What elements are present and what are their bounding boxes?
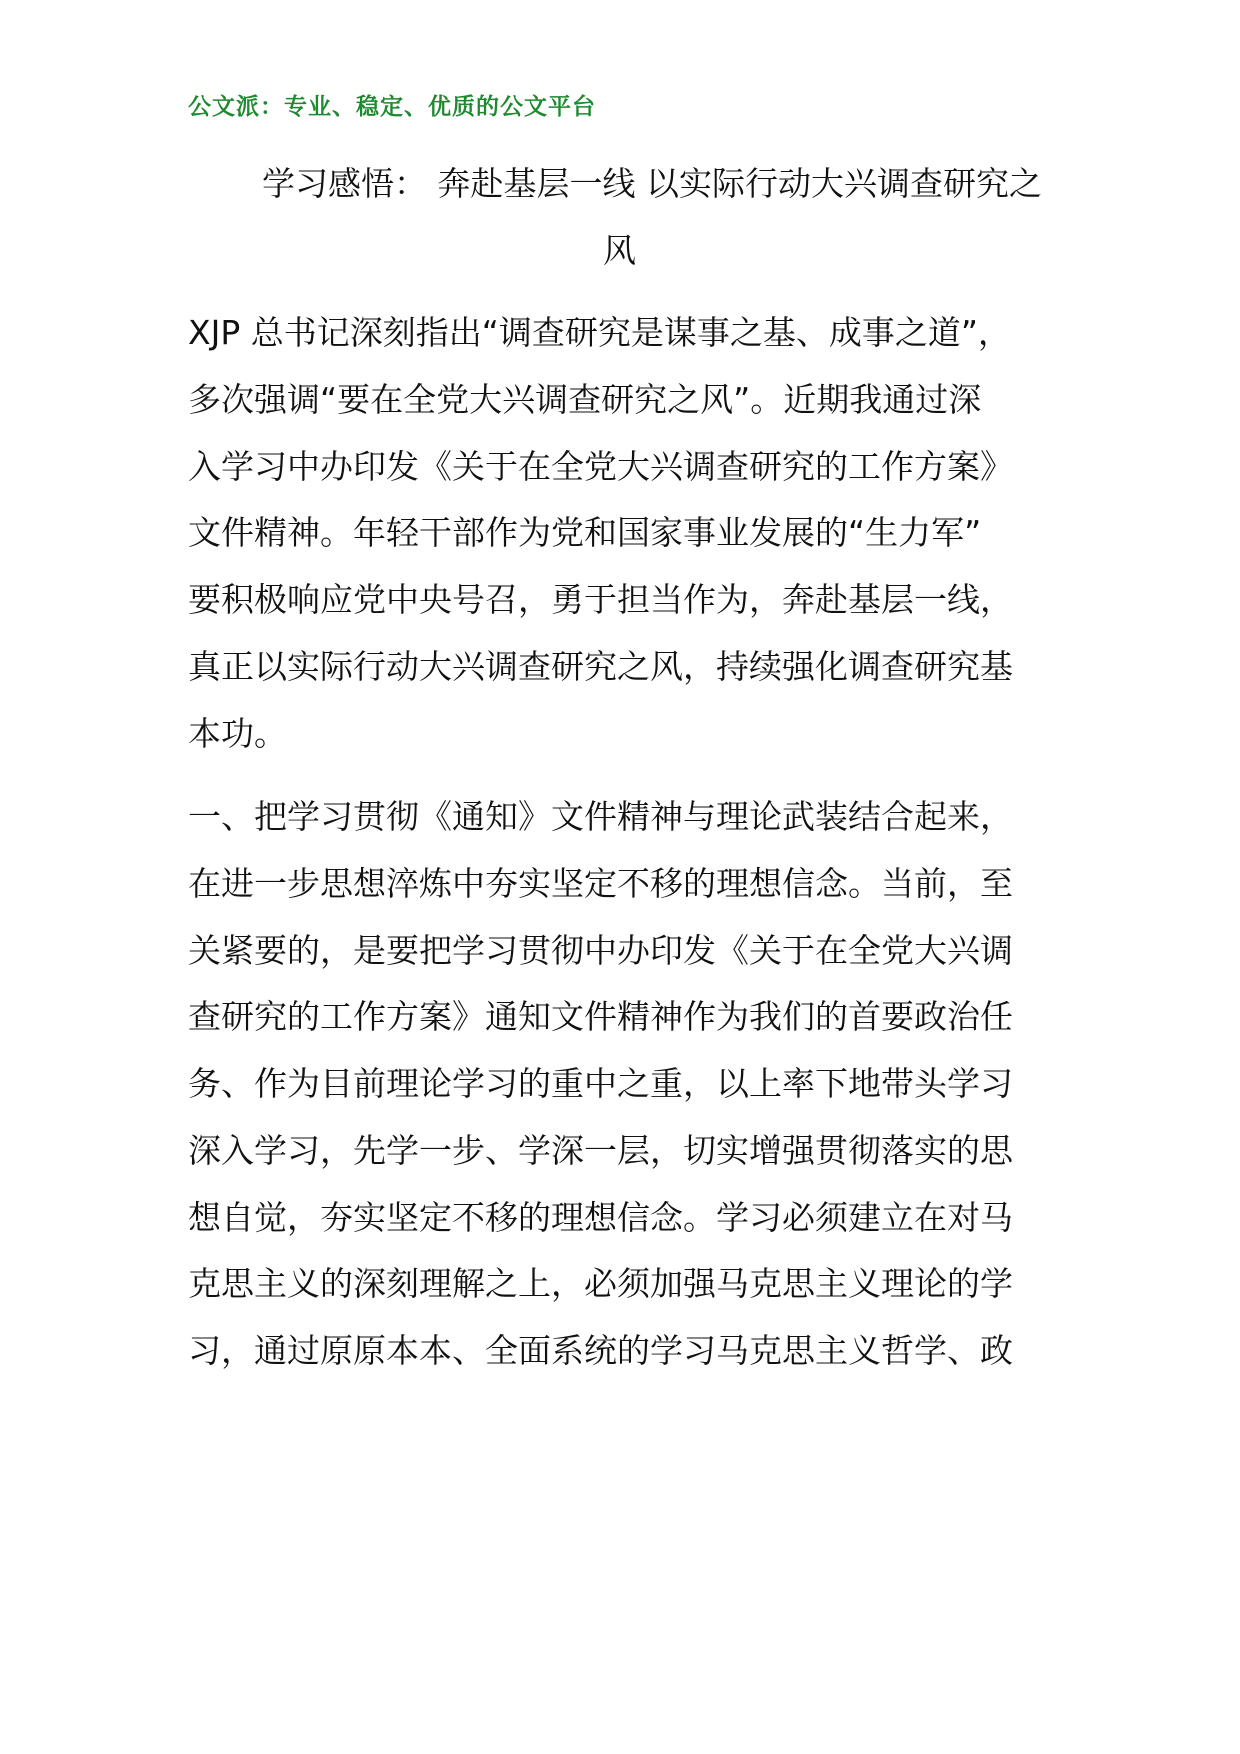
paragraph-2-line: 查研究的工作方案》通知文件精神作为我们的首要政治任	[188, 997, 1013, 1036]
paragraph-1-line: 真正以实际行动大兴调查研究之风，持续强化调查研究基	[188, 647, 1013, 686]
document-title-line-1: 学习感悟： 奔赴基层一线 以实际行动大兴调查研究之	[262, 164, 1042, 203]
paragraph-2-line: 务、作为目前理论学习的重中之重，以上率下地带头学习	[188, 1064, 1013, 1103]
paragraph-2-line: 习，通过原原本本、全面系统的学习马克思主义哲学、政	[188, 1331, 1013, 1370]
paragraph-1-line: 入学习中办印发《关于在全党大兴调查研究的工作方案》	[188, 447, 1013, 486]
paragraph-2-line: 在进一步思想淬炼中夯实坚定不移的理想信念。当前，至	[188, 864, 1013, 903]
paragraph-2-line: 一、把学习贯彻《通知》文件精神与理论武装结合起来，	[188, 797, 1013, 836]
paragraph-1-line: 多次强调“要在全党大兴调查研究之风”。近期我通过深	[188, 380, 982, 419]
paragraph-2-line: 关紧要的，是要把学习贯彻中办印发《关于在全党大兴调	[188, 931, 1013, 970]
paragraph-2-line: 克思主义的深刻理解之上，必须加强马克思主义理论的学	[188, 1264, 1013, 1303]
document-title-line-2: 风	[603, 231, 636, 270]
paragraph-2-line: 深入学习，先学一步、学深一层，切实增强贯彻落实的思	[188, 1131, 1013, 1170]
paragraph-1-line: 本功。	[188, 714, 287, 753]
paragraph-2-line: 想自觉，夯实坚定不移的理想信念。学习必须建立在对马	[188, 1198, 1013, 1237]
platform-header: 公文派：专业、稳定、优质的公文平台	[188, 93, 596, 120]
paragraph-1-line: XJP 总书记深刻指出“调查研究是谋事之基、成事之道”，	[188, 313, 1011, 352]
paragraph-1-line: 要积极响应党中央号召，勇于担当作为，奔赴基层一线，	[188, 580, 1013, 619]
paragraph-1-line: 文件精神。年轻干部作为党和国家事业发展的“生力军”	[188, 513, 982, 552]
